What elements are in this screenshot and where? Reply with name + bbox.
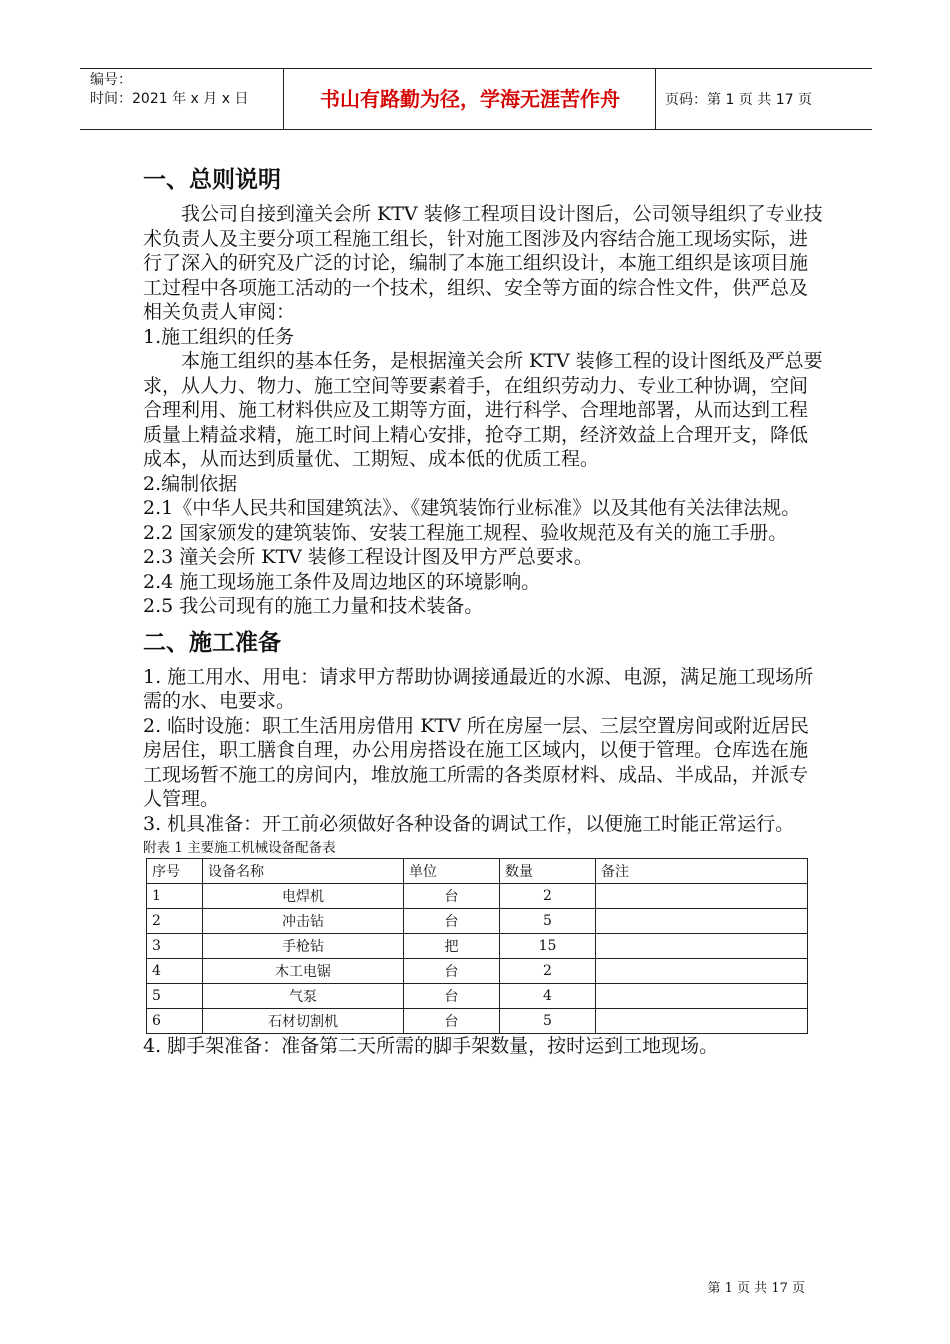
table-header-cell: 单位 (404, 859, 500, 884)
prep-item-scaffolding: 4. 脚手架准备：准备第二天所需的脚手架数量，按时运到工地现场。 (143, 1035, 719, 1057)
table-cell: 手枪钻 (203, 934, 404, 959)
document-number-label: 编号： (90, 72, 132, 88)
document-date: 时间：2021 年 x 月 x 日 (90, 91, 249, 107)
table-header-cell: 数量 (500, 859, 596, 884)
table-cell: 2 (500, 959, 596, 984)
table-header-cell: 设备名称 (203, 859, 404, 884)
table-header-row (147, 859, 808, 884)
header-divider (283, 69, 284, 129)
prep-item-equipment: 3. 机具准备：开工前必须做好各种设备的调试工作，以便施工时能正常运行。 (143, 812, 795, 835)
table-cell: 2 (500, 884, 596, 909)
table-cell: 5 (500, 1009, 596, 1034)
table-cell (596, 909, 808, 934)
table-cell: 2 (147, 909, 203, 934)
table-cell: 台 (404, 884, 500, 909)
basis-item: 2.2 国家颁发的建筑装饰、安装工程施工规程、验收规范及有关的施工手册。 (143, 521, 788, 544)
paragraph-intro: 我公司自接到潼关会所 KTV 装修工程项目设计图后，公司领导组织了专业技术负责人及主要分项工程施工组长，针对施工图涉及内容结合施工现场实际，进行了深入的研究及广泛的讨论，编制了本施工组织设计，本施工组织是该项目施工过程中各项施工活动的一个技术，组织、安全等方面的综合性文件，供严总及相关负责人审阅： (143, 203, 823, 323)
subheading-task: 1.施工组织的任务 (143, 325, 295, 348)
basis-item: 2.5 我公司现有的施工力量和技术装备。 (143, 595, 484, 617)
table-cell (596, 934, 808, 959)
equipment-table (146, 858, 808, 1034)
header-motto: 书山有路勤为径，学海无涯苦作舟 (320, 87, 620, 111)
paragraph-task: 本施工组织的基本任务，是根据潼关会所 KTV 装修工程的设计图纸及严总要求，从人力、物力、施工空间等要素着手，在组织劳动力、专业工种协调，空间合理利用、施工材料供应及工期等方面，进行科学、合理地部署，从而达到工程质量上精益求精，施工时间上精心安排，抢夺工期，经济效益上合理开支，降低成本，从而达到质量优、工期短、成本低的优质工程。 (143, 350, 823, 470)
basis-item: 2.3 潼关会所 KTV 装修工程设计图及甲方严总要求。 (143, 546, 593, 568)
table-cell: 台 (404, 909, 500, 934)
table-cell: 台 (404, 984, 500, 1009)
table-cell: 15 (500, 934, 596, 959)
prep-item-temp-facilities: 2. 临时设施：职工生活用房借用 KTV 所在房屋一层、三层空置房间或附近居民房居住，职工膳食自理，办公用房搭设在施工区域内，以便于管理。仓库选在施工现场暂不施工的房间内，堆放施工所需的各类原材料、成品、半成品，并派专人管理。 (143, 714, 809, 810)
table-header-cell: 序号 (147, 859, 203, 884)
table-row (147, 1009, 808, 1034)
header-page-number: 页码：第 1 页 共 17 页 (665, 92, 812, 108)
table-row (147, 909, 808, 934)
table-cell: 台 (404, 1009, 500, 1034)
section-title-preparation: 二、施工准备 (143, 629, 281, 656)
table-cell: 4 (500, 984, 596, 1009)
prep-item-water-power: 1. 施工用水、用电：请求甲方帮助协调接通最近的水源、电源，满足施工现场所需的水、电要求。 (143, 665, 814, 712)
table-caption: 附表 1 主要施工机械设备配备表 (143, 840, 336, 856)
table-cell: 台 (404, 959, 500, 984)
document-body (143, 162, 823, 1059)
table-cell: 3 (147, 934, 203, 959)
table-cell: 4 (147, 959, 203, 984)
table-cell: 5 (147, 984, 203, 1009)
header-divider (655, 69, 656, 129)
table-cell: 把 (404, 934, 500, 959)
table-row (147, 884, 808, 909)
table-cell: 5 (500, 909, 596, 934)
table-cell: 1 (147, 884, 203, 909)
section-title-general: 一、总则说明 (143, 167, 281, 193)
subheading-basis: 2.编制依据 (143, 472, 238, 495)
table-row (147, 984, 808, 1009)
table-cell: 冲击钻 (203, 909, 404, 934)
table-header-cell: 备注 (596, 859, 808, 884)
table-cell: 气泵 (203, 984, 404, 1009)
table-cell: 电焊机 (203, 884, 404, 909)
table-cell (596, 959, 808, 984)
table-row (147, 959, 808, 984)
table-cell: 6 (147, 1009, 203, 1034)
table-cell (596, 984, 808, 1009)
page-footer: 第 1 页 共 17 页 (707, 1281, 805, 1296)
basis-item: 2.4 施工现场施工条件及周边地区的环境影响。 (143, 570, 541, 593)
header-meta (90, 71, 248, 109)
basis-item: 2.1《中华人民共和国建筑法》、《建筑装饰行业标准》以及其他有关法律法规。 (143, 497, 801, 519)
table-cell (596, 1009, 808, 1034)
page-header (80, 68, 872, 130)
table-cell: 石材切割机 (203, 1009, 404, 1034)
table-row (147, 934, 808, 959)
table-cell (596, 884, 808, 909)
table-cell: 木工电锯 (203, 959, 404, 984)
